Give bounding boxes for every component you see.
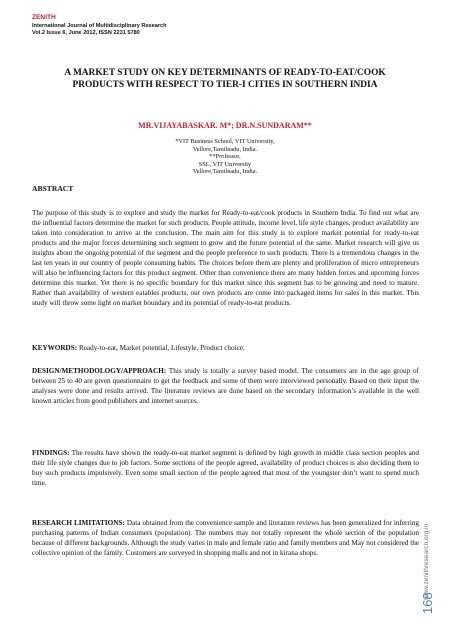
limitations-paragraph [32, 518, 419, 558]
affiliation-line: *VIT Business School, VIT University, [175, 138, 275, 145]
keywords-paragraph [32, 343, 419, 353]
journal-title: International Journal of Multidisciplinary Research [32, 22, 167, 29]
page-number: 168 [420, 592, 435, 614]
design-paragraph [32, 366, 419, 406]
limitations-label: RESEARCH LIMITATIONS: [32, 519, 125, 527]
paper-title: A MARKET STUDY ON KEY DETERMINANTS OF READY-TO-EAT/COOK PRODUCTS WITH RESPECT TO TIER-I CITIES IN SOUTHERN INDIA [64, 68, 386, 90]
affiliation-line: SSL, VIT University [198, 160, 252, 168]
abstract-body: The purpose of this study is to explore and study the market for Ready-to-eat/cook products in Southern India. To find out what are the influential factors determine the market for such products. People attitude, income level, life style changes, product availability are taken into consideration to arrive at the conclusion. The main aim for this study is to explore market potential for ready-to-eat products and the major forces determining such segment to grow and the future potential of the same. Market research will give us insights about the ongoing potential of the segment and the people preference to such products. There is a tremendous changes in the last ten years in our country of people consuming habits. The choices before them are plenty and proliferation of micro entrepreneurs will also be influencing factors for this product segment. Other than convenience there are many hidden forces and upcoming forces determine this market. Yet there is no specific boundary for this market since this segment has to be growing and need to mature. Rather than availability of western eatables products, our own products are come into packaged items for sales in this market. This study will throw some light on market boundary and its potential of ready-to-eat products. [32, 209, 419, 308]
findings-paragraph [32, 448, 419, 488]
limitations-text: Data obtained from the convenience sample and literature reviews has been generalized for inferring purchasing patterns of Indian consumers (population). The numbers may not totally represent the whole section of the population because of different backgrounds. Although the study varies in male and female ratio and family members and May not considered the collective opinion of the family. Customers are surveyed in shopping malls and not in kirana shops. [32, 519, 420, 558]
affiliation-line: **Professor, [209, 153, 241, 161]
journal-issue: Vol.2 Issue 6, June 2012, ISSN 2231 5780 [32, 29, 140, 36]
journal-name: ZENITH [32, 14, 56, 21]
author-affiliations [60, 138, 390, 176]
paper-authors: MR.VIJAYABASKAR. M*; DR.N.SUNDARAM** [138, 121, 312, 130]
design-label: DESIGN/METHODOLOGY/APPROACH: [32, 367, 167, 375]
findings-text: The results have shown the ready-to-eat market segment is defined by high growth in middle class section peoples and their life style changes due to job factors. Some sections of the people agreed, availability of product choices is also deciding them to buy such products impulsively. Even some small section of the people agreed that most of the youngster don’t want to spend much time. [32, 449, 419, 488]
keywords-label: KEYWORDS: [32, 344, 78, 352]
findings-label: FINDINGS: [32, 449, 70, 457]
affiliation-line: Vellore,Tamilnadu, India. [192, 168, 258, 176]
journal-url: www.zenithresearch.org.in [423, 523, 430, 600]
affiliation-line: Vellore,Tamilnadu, India. [192, 145, 258, 153]
journal-header [32, 14, 372, 37]
abstract-heading: ABSTRACT [32, 184, 74, 193]
keywords-text: Ready-to-eat, Market potential, Lifestyle, Product choice. [77, 344, 245, 352]
design-text: This study is totally a survey based model. The consumers are in the age group of between 25 to 40 are given questionnaire to get the feedback and some of them were interviewed personally. Based on their input the analyses were done and results arrived. The literature reviews are done based on the secondary information’s available in the well known articles from good publishers and internet sources. [32, 367, 419, 406]
